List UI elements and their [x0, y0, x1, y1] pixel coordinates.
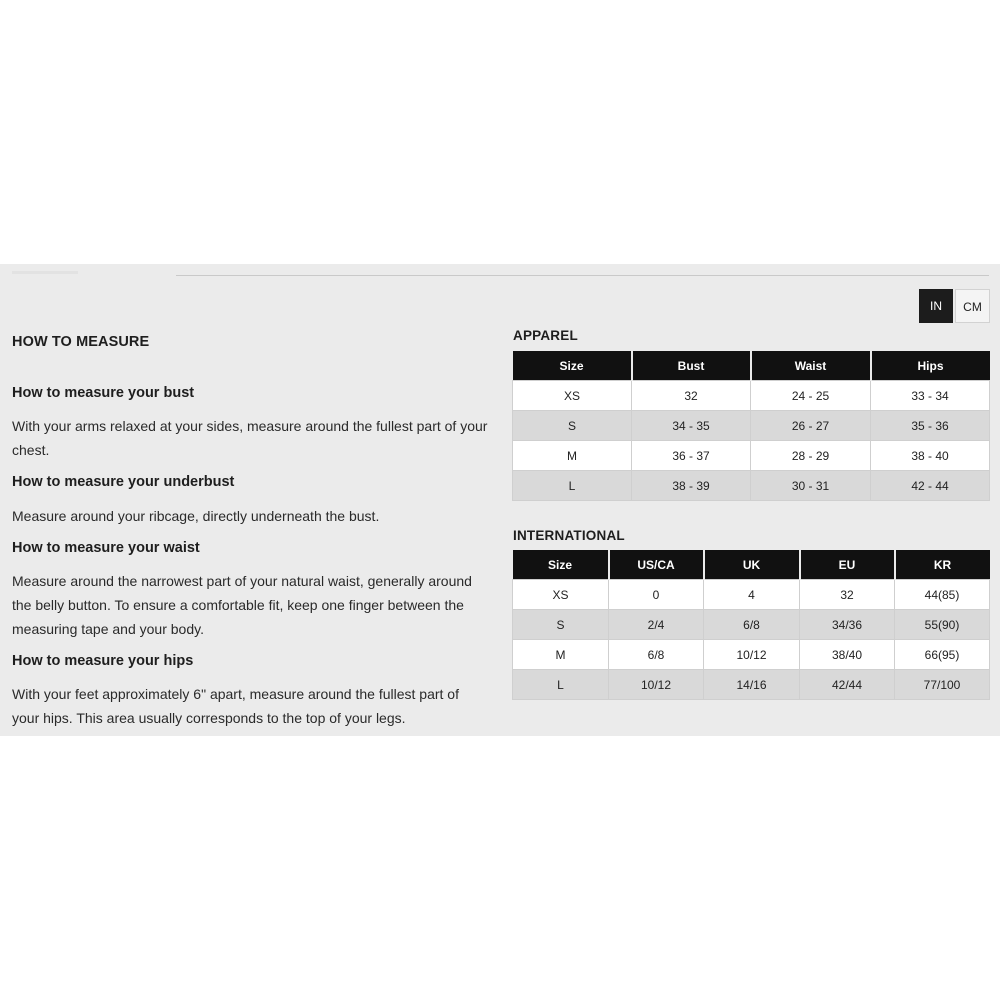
table-cell: 38 - 40 [871, 441, 990, 471]
table-cell: 24 - 25 [751, 381, 871, 411]
bust-text: With your arms relaxed at your sides, measure around the fullest part of your chest. [12, 418, 488, 458]
table-cell: 55(90) [895, 610, 990, 640]
table-cell: 38 - 39 [632, 471, 751, 501]
table-cell: 44(85) [895, 580, 990, 610]
underbust-heading: How to measure your underbust [12, 474, 235, 490]
table-cell: 34/36 [800, 610, 895, 640]
table-row [513, 381, 990, 411]
table-cell: 6/8 [704, 610, 800, 640]
international-title: INTERNATIONAL [513, 528, 625, 543]
table-row [513, 411, 990, 441]
column-header: Waist [751, 351, 871, 381]
table-cell: 42 - 44 [871, 471, 990, 501]
table-row [513, 471, 990, 501]
table-row [513, 580, 990, 610]
table-cell: XS [513, 381, 632, 411]
table-cell: 42/44 [800, 670, 895, 700]
table-row [513, 610, 990, 640]
column-header: UK [704, 550, 800, 580]
table-cell: L [513, 471, 632, 501]
table-cell: 30 - 31 [751, 471, 871, 501]
table-cell: 6/8 [609, 640, 704, 670]
size-guide-panel [0, 264, 1000, 736]
table-cell: S [513, 610, 609, 640]
table-cell: 4 [704, 580, 800, 610]
table-cell: 36 - 37 [632, 441, 751, 471]
top-divider [176, 275, 989, 276]
table-cell: 26 - 27 [751, 411, 871, 441]
waist-heading: How to measure your waist [12, 540, 200, 556]
unit-in-button[interactable]: IN [919, 289, 953, 323]
table-cell: 28 - 29 [751, 441, 871, 471]
table-cell: 32 [632, 381, 751, 411]
table-row [513, 670, 990, 700]
hips-text: With your feet approximately 6" apart, measure around the fullest part of your hips. This area usually corresponds to the top of your legs. [12, 686, 459, 726]
waist-text: Measure around the narrowest part of your natural waist, generally around the belly button. To ensure a comfortable fit, keep one finger between the measuring tape and your body. [12, 573, 472, 637]
unit-cm-button[interactable]: CM [955, 289, 990, 323]
table-row [513, 640, 990, 670]
table-cell: 66(95) [895, 640, 990, 670]
table-cell: 14/16 [704, 670, 800, 700]
column-header: Bust [632, 351, 751, 381]
apparel-header-row [513, 351, 990, 381]
table-cell: 10/12 [704, 640, 800, 670]
table-cell: 38/40 [800, 640, 895, 670]
how-to-measure-title: HOW TO MEASURE [12, 334, 150, 350]
table-cell: XS [513, 580, 609, 610]
table-cell: 0 [609, 580, 704, 610]
table-cell: M [513, 441, 632, 471]
table-cell: M [513, 640, 609, 670]
underbust-text: Measure around your ribcage, directly underneath the bust. [12, 508, 380, 524]
table-cell: S [513, 411, 632, 441]
column-header: EU [800, 550, 895, 580]
international-header-row [513, 550, 990, 580]
table-cell: 10/12 [609, 670, 704, 700]
unit-toggle [919, 289, 990, 323]
table-cell: 33 - 34 [871, 381, 990, 411]
international-size-table [512, 550, 990, 700]
bust-heading: How to measure your bust [12, 385, 195, 401]
table-cell: 32 [800, 580, 895, 610]
table-row [513, 441, 990, 471]
table-cell: L [513, 670, 609, 700]
table-cell: 34 - 35 [632, 411, 751, 441]
column-header: KR [895, 550, 990, 580]
column-header: Size [513, 550, 609, 580]
apparel-size-table [512, 351, 990, 501]
faint-tab-marker [12, 271, 78, 274]
apparel-title: APPAREL [513, 328, 578, 343]
column-header: Size [513, 351, 632, 381]
column-header: Hips [871, 351, 990, 381]
table-cell: 35 - 36 [871, 411, 990, 441]
table-cell: 2/4 [609, 610, 704, 640]
table-cell: 77/100 [895, 670, 990, 700]
hips-heading: How to measure your hips [12, 653, 194, 669]
column-header: US/CA [609, 550, 704, 580]
